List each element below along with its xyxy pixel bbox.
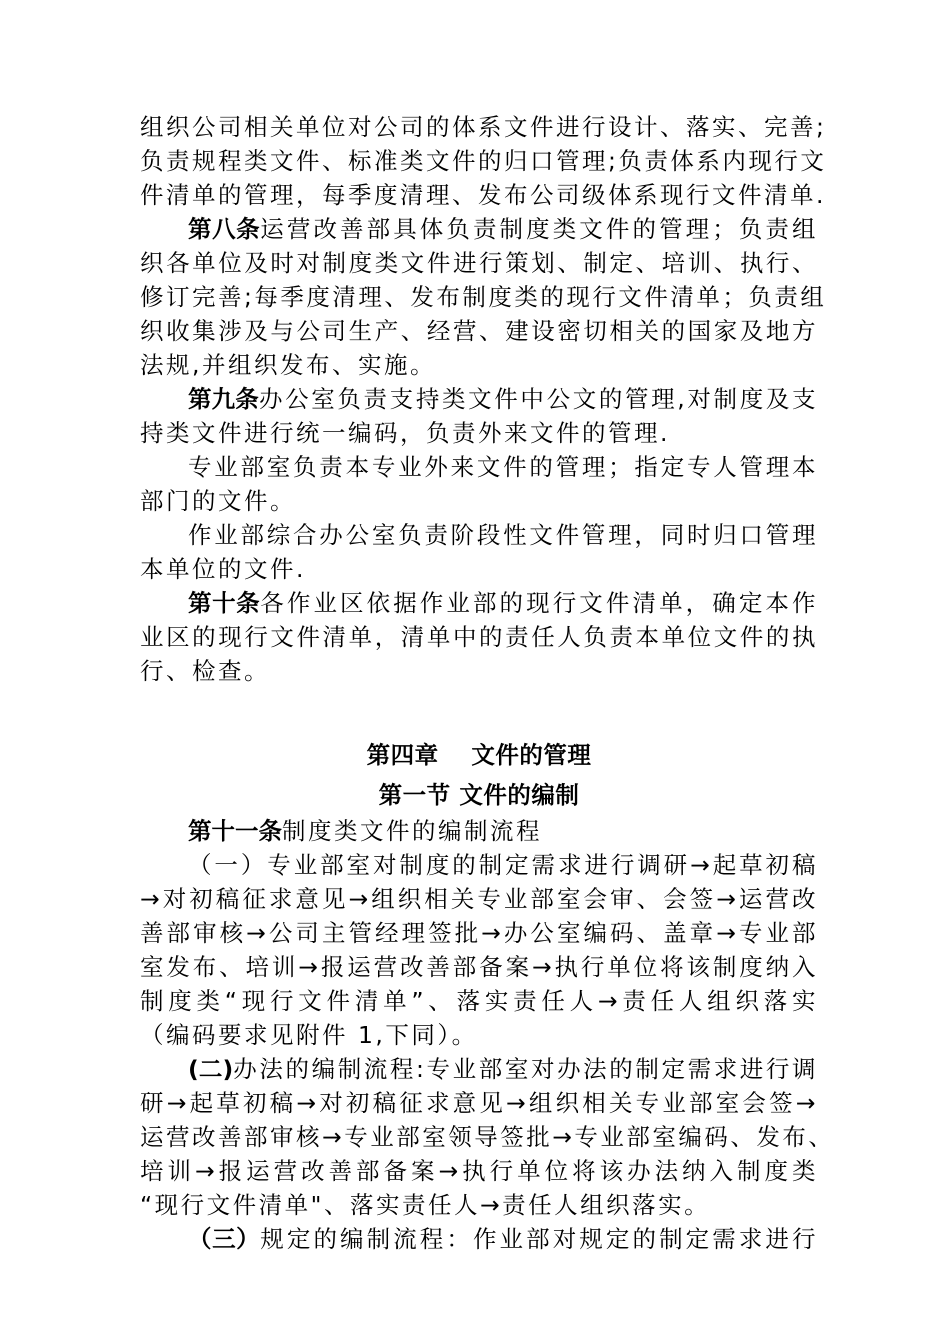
item-1 xyxy=(140,848,818,1052)
text-line xyxy=(140,1052,818,1086)
text-line: 法规,并组织发布、实施。 xyxy=(140,351,436,379)
text-line: 修订完善;每季度清理、发布制度类的现行文件清单；负责组 xyxy=(140,283,827,311)
text-line: 负责规程类文件、标准类文件的归口管理;负责体系内现行文 xyxy=(140,147,827,175)
article-label: 第十条 xyxy=(188,589,261,617)
text-line: 行、检查。 xyxy=(140,657,270,685)
paragraph-dept xyxy=(140,450,818,518)
text-line: 制度类“现行文件清单”、落实责任人→责任人组织落实 xyxy=(140,987,818,1015)
item-text: 办法的编制流程:专业部室对办法的制定需求进行调 xyxy=(233,1055,819,1083)
article-10 xyxy=(140,586,818,688)
text-line xyxy=(140,586,818,620)
text-line: 专业部室负责本专业外来文件的管理；指定专人管理本 xyxy=(188,453,818,481)
text-line: 组织公司相关单位对公司的体系文件进行设计、落实、完善; xyxy=(140,113,827,141)
text-line: 作业部综合办公室负责阶段性文件管理，同时归口管理 xyxy=(188,521,818,549)
text-line: （一）专业部室对制度的制定需求进行调研→起草初稿 xyxy=(188,851,818,879)
article-label: 第十一条 xyxy=(188,817,282,845)
spacer xyxy=(140,688,818,734)
article-9 xyxy=(140,382,818,450)
text-line xyxy=(140,212,818,246)
paragraph-office xyxy=(140,518,818,586)
text-line: （编码要求见附件 1,下同）。 xyxy=(140,1021,478,1049)
article-label: 第八条 xyxy=(188,215,261,243)
text-line: 本单位的文件. xyxy=(140,555,306,583)
text-line: 件清单的管理，每季度清理、发布公司级体系现行文件清单. xyxy=(140,181,826,209)
item-text: 规定的编制流程：作业部对规定的制定需求进行 xyxy=(260,1225,819,1253)
text-line: 培训→报运营改善部备案→执行单位将该办法纳入制度类 xyxy=(140,1157,818,1185)
item-label: (二) xyxy=(188,1055,234,1083)
item-3 xyxy=(140,1222,818,1256)
article-text: 制度类文件的编制流程 xyxy=(282,817,542,845)
text-line xyxy=(140,1222,818,1256)
text-line: 持类文件进行统一编码，负责外来文件的管理. xyxy=(140,419,670,447)
document-page xyxy=(140,110,835,1256)
text-line: 室发布、培训→报运营改善部备案→执行单位将该制度纳入 xyxy=(140,953,818,981)
text-line xyxy=(140,382,818,416)
text-line: 研→起草初稿→对初稿征求意见→组织相关专业部室会签→ xyxy=(140,1089,818,1117)
article-11 xyxy=(140,814,818,848)
text-line: 织收集涉及与公司生产、经营、建设密切相关的国家及地方 xyxy=(140,317,818,345)
article-text: 运营改善部具体负责制度类文件的管理；负责组 xyxy=(260,215,819,243)
text-line: 善部审核→公司主管经理签批→办公室编码、盖章→专业部 xyxy=(140,919,818,947)
item-2 xyxy=(140,1052,835,1222)
section-title: 第一节 文件的编制 xyxy=(378,781,580,809)
text-line: 织各单位及时对制度类文件进行策划、制定、培训、执行、 xyxy=(140,249,818,277)
article-8 xyxy=(140,212,827,382)
text-line: 运营改善部审核→专业部室领导签批→专业部室编码、发布、 xyxy=(140,1123,835,1151)
item-label: （三） xyxy=(188,1225,261,1253)
text-line: 业区的现行文件清单，清单中的责任人负责本单位文件的执 xyxy=(140,623,818,651)
article-text: 各作业区依据作业部的现行文件清单，确定本作 xyxy=(260,589,819,617)
chapter-title: 第四章 文件的管理 xyxy=(366,741,592,769)
text-line: →对初稿征求意见→组织相关专业部室会审、会签→运营改 xyxy=(140,885,818,913)
text-line xyxy=(140,814,818,848)
article-text: 办公室负责支持类文件中公文的管理,对制度及支 xyxy=(258,385,818,413)
article-label: 第九条 xyxy=(188,385,259,413)
text-line: 部门的文件。 xyxy=(140,487,296,515)
text-line: “现行文件清单"、落实责任人→责任人组织落实。 xyxy=(140,1191,711,1219)
paragraph-responsibilities xyxy=(140,110,827,212)
